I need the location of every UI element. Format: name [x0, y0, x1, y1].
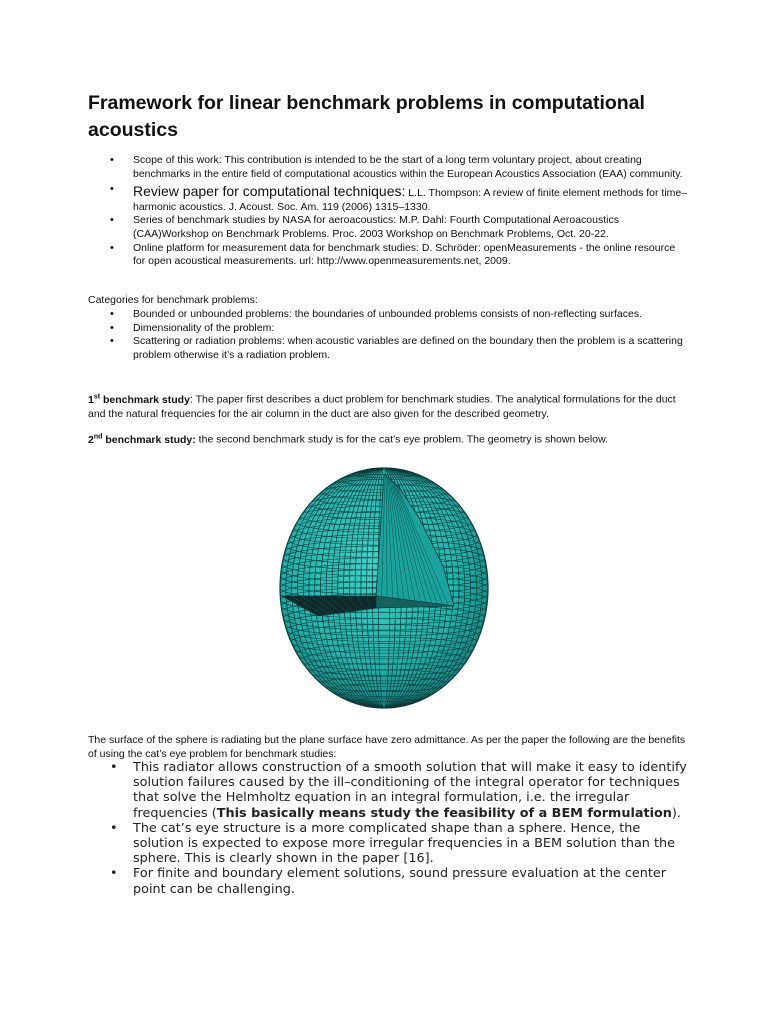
after-figure-paragraph: The surface of the sphere is radiating but the plane surface have zero admittance. As per the paper the following are the benefits of using the cat’s eye problem for benchmark studies: [88, 734, 686, 760]
list-item: • For finite and boundary element solutions, sound pressure evaluation at the center point can be challenging. [88, 866, 688, 896]
list-item: • Dimensionality of the problem: [88, 322, 688, 336]
page-title: Framework for linear benchmark problems in computational acoustics [88, 92, 645, 141]
benchmark-study-2-paragraph: 2nd benchmark study: the second benchmark study is for the cat’s eye problem. The geometry is shown below. [88, 433, 609, 446]
list-item: • Scope of this work: This contribution is intended to be the start of a long term voluntary project, about creating benchmarks in the entire field of computational acoustics within the European Acoustics Association (EAA) community. [88, 154, 688, 181]
list-item: • The cat’s eye structure is a more complicated shape than a sphere. Hence, the solution is expected to expose more irregular frequencies in a BEM solution than the sphere. This is clearly shown in the paper [16]. [88, 821, 688, 867]
list-item: • Online platform for measurement data for benchmark studies: D. Schröder: openMeasurements - the online resource for open acoustical measurements. url: http://www.openmeasurements.net, 2009. [88, 242, 688, 269]
list-item: • Review paper for computational techniques: L.L. Thompson: A review of finite element methods for time–harmonic acoustics. J. Acoust. Soc. Am. 119 (2006) 1315–1330. [88, 183, 688, 214]
benchmark-study-1-paragraph: 1st benchmark study: The paper first describes a duct problem for benchmark studies. The analytical formulations for the duct and the natural frequencies for the air column in the duct are also given for the described geometry. [88, 393, 676, 420]
bold-emphasis: This basically means study the feasibility of a BEM formulation [216, 805, 672, 821]
list-item: • Series of benchmark studies by NASA for aeroacoustics: M.P. Dahl: Fourth Computational Aeroacoustics (CAA)Workshop on Benchmark Problems. Proc. 2003 Workshop on Benchmark Problems, Oct. 20-22. [88, 214, 688, 241]
intro-bullet-list [88, 154, 688, 269]
list-item: • Bounded or unbounded problems: the boundaries of unbounded problems consists of non-reflecting surfaces. [88, 308, 688, 322]
categories-bullet-list [88, 308, 688, 362]
list-item-lead: Review paper for computational techniques: [133, 183, 406, 200]
cats-eye-sphere-mesh-image [278, 466, 490, 711]
benefits-bullet-list [88, 760, 688, 897]
list-item: • Scattering or radiation problems: when acoustic variables are defined on the boundary then the problem is a scattering problem otherwise it’s a radiation problem. [88, 335, 688, 362]
list-item: • This radiator allows construction of a smooth solution that will make it easy to identify solution failures caused by the ill–conditioning of the integral operator for techniques that solve the Helmholtz equation in an integral formulation, i.e. the irregular frequencies (This basically means study the feasibility of a BEM formulation). [88, 760, 688, 821]
categories-heading: Categories for benchmark problems: [88, 294, 258, 306]
